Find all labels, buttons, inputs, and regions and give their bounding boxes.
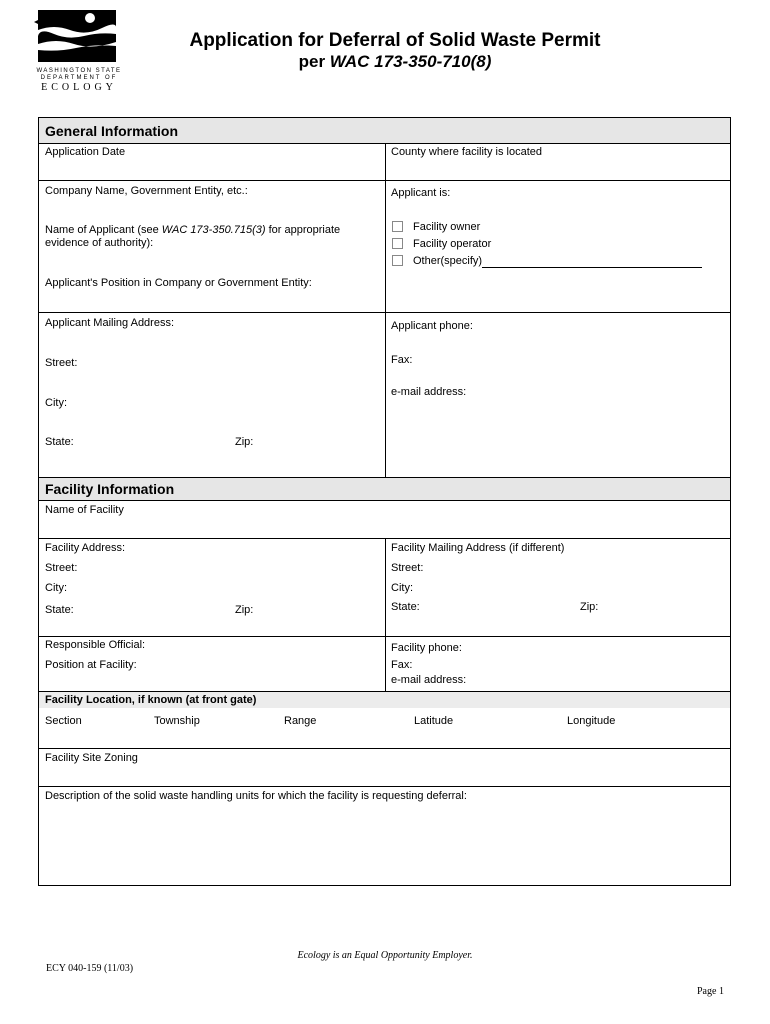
facility-information-heading: Facility Information — [39, 477, 730, 501]
street-label: Street: — [45, 357, 78, 369]
divider — [385, 143, 386, 477]
responsible-official-label: Responsible Official: — [45, 639, 146, 651]
facility-mailing-street-label: Street: — [391, 562, 424, 574]
other-specify-underline — [482, 256, 702, 268]
facility-fax-label: Fax: — [391, 659, 413, 671]
company-name-label: Company Name, Government Entity, etc.: — [45, 185, 248, 197]
facility-state-label: State: — [45, 604, 74, 616]
county-label: County where facility is located — [391, 146, 543, 158]
logo-text-1: WASHINGTON STATE — [36, 68, 122, 74]
application-form — [38, 117, 731, 886]
name-of-applicant-label — [45, 224, 340, 237]
applicant-phone-label: Applicant phone: — [391, 320, 473, 332]
subtitle-ref: WAC 173-350-710(8) — [329, 52, 492, 71]
facility-phone-label: Facility phone: — [391, 642, 462, 654]
equal-opportunity-statement: Ecology is an Equal Opportunity Employer. — [297, 950, 473, 961]
facility-mailing-address-label: Facility Mailing Address (if different) — [391, 542, 565, 554]
facility-street-label: Street: — [45, 562, 78, 574]
range-label: Range — [284, 715, 317, 727]
facility-mailing-city-label: City: — [391, 582, 413, 594]
divider — [39, 786, 730, 787]
other-specify-checkbox[interactable] — [392, 255, 403, 266]
position-at-facility-label: Position at Facility: — [45, 659, 137, 671]
subtitle-prefix: per — [298, 52, 330, 71]
facility-owner-label: Facility owner — [413, 221, 481, 233]
state-label: State: — [45, 436, 74, 448]
name-of-applicant-ref: WAC 173-350.715(3) — [161, 224, 266, 236]
page-subtitle — [150, 52, 640, 72]
applicant-is-label: Applicant is: — [391, 187, 451, 199]
email-label: e-mail address: — [391, 386, 467, 398]
logo-text-2: DEPARTMENT OF — [40, 75, 118, 81]
divider — [39, 636, 730, 637]
divider — [39, 748, 730, 749]
latitude-label: Latitude — [414, 715, 454, 727]
facility-mailing-zip-label: Zip: — [580, 601, 599, 613]
divider — [39, 312, 730, 313]
facility-name-label: Name of Facility — [45, 504, 124, 516]
longitude-label: Longitude — [567, 715, 616, 727]
form-number: ECY 040-159 (11/03) — [46, 963, 134, 974]
facility-operator-label: Facility operator — [413, 238, 492, 250]
page-number: Page 1 — [697, 986, 724, 997]
facility-operator-checkbox[interactable] — [392, 238, 403, 249]
other-specify-field[interactable] — [413, 255, 702, 268]
ecology-logo — [34, 8, 124, 92]
other-specify-label: Other(specify) — [413, 255, 483, 267]
zip-label: Zip: — [235, 436, 254, 448]
name-of-applicant-prefix: Name of Applicant (see — [45, 224, 162, 236]
fax-label: Fax: — [391, 354, 413, 366]
facility-site-zoning-label: Facility Site Zoning — [45, 752, 138, 764]
applicant-mailing-address-label: Applicant Mailing Address: — [45, 317, 175, 329]
description-label: Description of the solid waste handling units for which the facility is requesting deferral: — [45, 790, 467, 802]
facility-mailing-state-label: State: — [391, 601, 420, 613]
page-title: Application for Deferral of Solid Waste Permit — [189, 30, 601, 51]
facility-email-label: e-mail address: — [391, 674, 467, 686]
facility-location-heading: Facility Location, if known (at front gate) — [39, 692, 730, 708]
logo-text-3: ECOLOGY — [41, 82, 117, 92]
applicant-position-label: Applicant's Position in Company or Government Entity: — [45, 277, 312, 289]
name-of-applicant-suffix: for appropriate — [265, 224, 341, 236]
city-label: City: — [45, 397, 67, 409]
facility-zip-label: Zip: — [235, 604, 254, 616]
facility-city-label: City: — [45, 582, 67, 594]
facility-owner-checkbox[interactable] — [392, 221, 403, 232]
application-date-label: Application Date — [45, 146, 126, 158]
divider — [385, 538, 386, 691]
general-information-heading: General Information — [39, 118, 730, 144]
divider — [39, 180, 730, 181]
name-of-applicant-line2: evidence of authority): — [45, 237, 154, 249]
township-label: Township — [154, 715, 200, 727]
facility-address-label: Facility Address: — [45, 542, 126, 554]
section-label: Section — [45, 715, 82, 727]
